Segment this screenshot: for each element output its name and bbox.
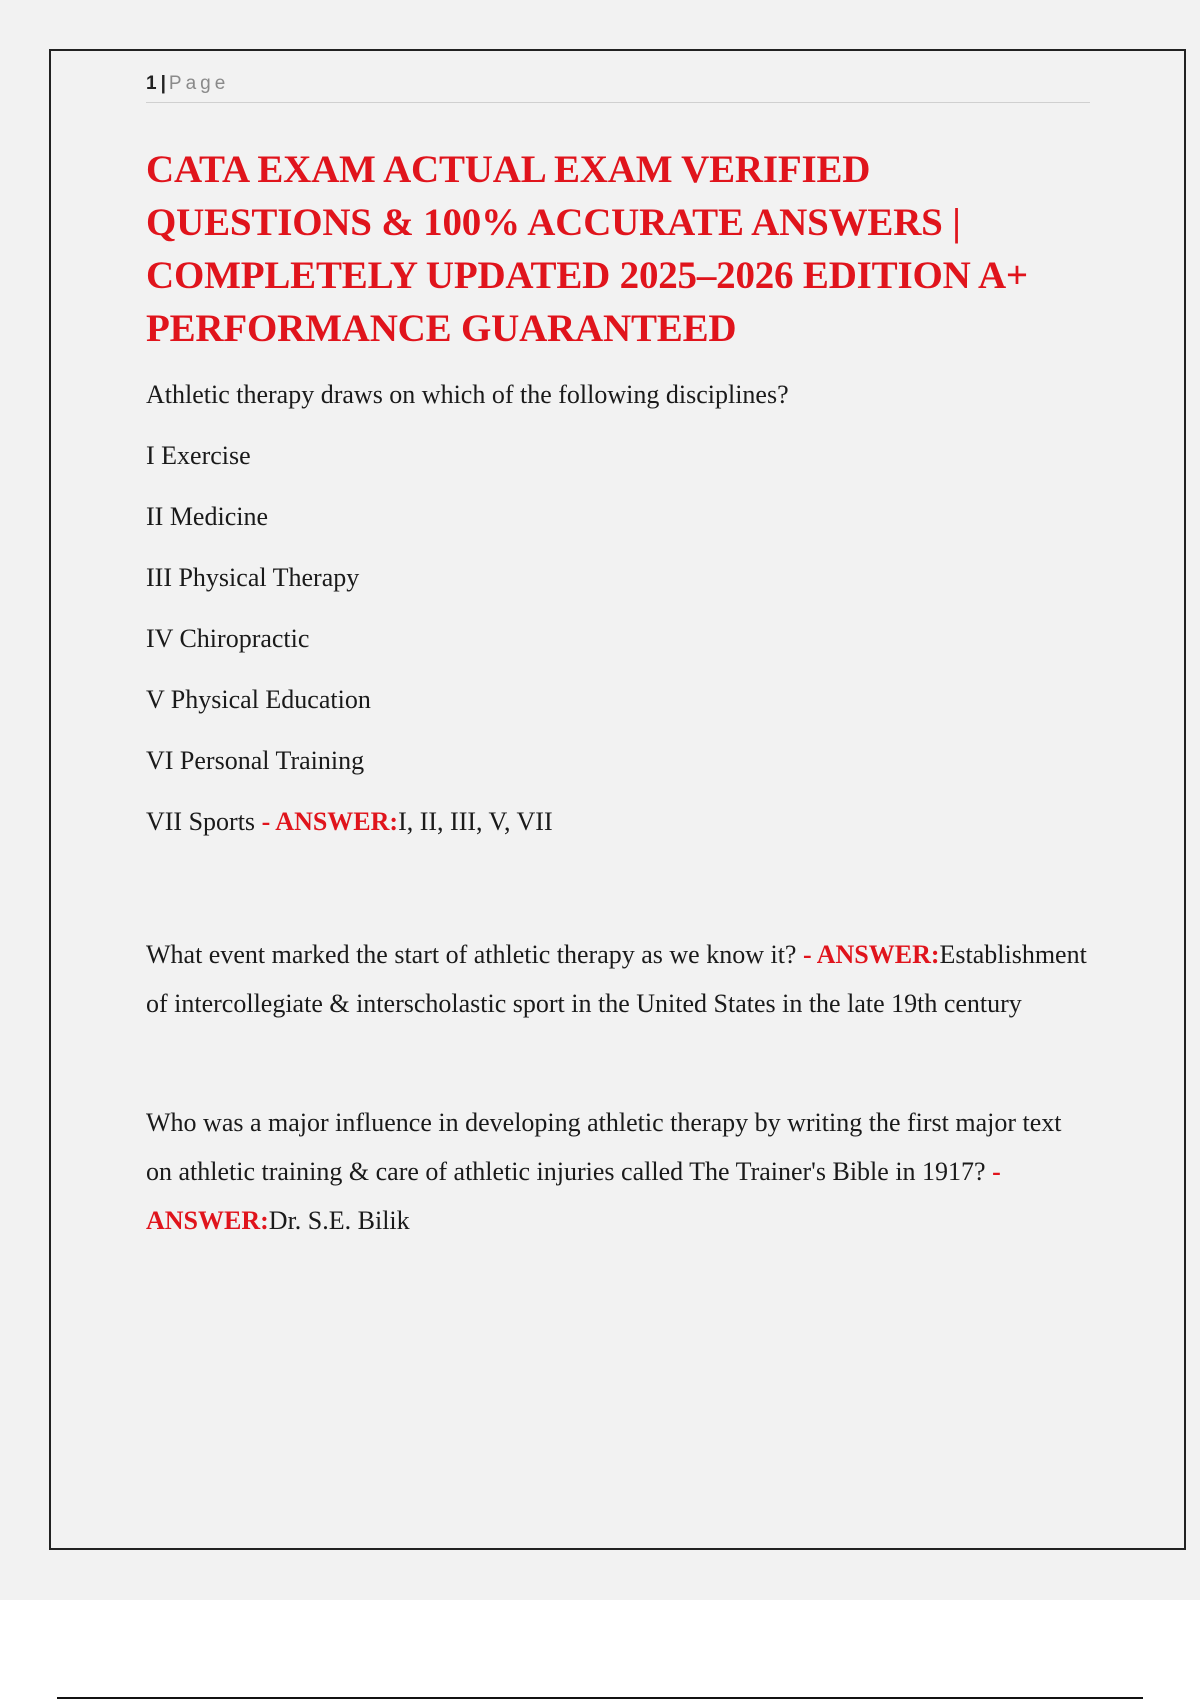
question-stem: Who was a major influence in developing athletic therapy by writing the first major text on athletic training & care of athletic injuries called The Trainer's Bible in 1917? <box>146 1108 1062 1186</box>
page-number: 1 <box>146 73 157 94</box>
option-item: VII Sports <box>146 807 256 836</box>
answer-text: I, II, III, V, VII <box>398 807 553 836</box>
answer-text: Dr. S.E. Bilik <box>268 1206 410 1235</box>
question-2 <box>146 930 1090 1028</box>
document-title: CATA EXAM ACTUAL EXAM VERIFIED QUESTIONS & 100% ACCURATE ANSWERS | COMPLETELY UPDATED 2025–2026 EDITION A+ PERFORMANCE GUARANTEED <box>146 148 1028 350</box>
answer-text: Establishment of intercollegiate & interscholastic sport in the United States in the late 19th century <box>146 940 1087 1018</box>
next-page-border <box>57 1697 1143 1699</box>
question-stem: What event marked the start of athletic therapy as we know it? <box>146 940 797 969</box>
question-paragraph <box>146 930 1090 1028</box>
document-body <box>146 143 1090 1245</box>
page-separator: | <box>160 73 166 94</box>
page-header <box>146 72 1090 103</box>
option-item: I Exercise <box>146 441 251 470</box>
answer-label: - ANSWER: <box>261 807 399 836</box>
option-item: VI Personal Training <box>146 746 365 775</box>
option-item: IV Chiropractic <box>146 624 310 653</box>
answer-label: - ANSWER: <box>802 940 940 969</box>
question-stem: Athletic therapy draws on which of the following disciplines? <box>146 380 789 409</box>
question-3 <box>146 1098 1090 1245</box>
question-paragraph <box>146 1098 1090 1245</box>
option-item: II Medicine <box>146 502 269 531</box>
option-with-answer <box>146 791 1090 852</box>
question-1 <box>146 375 1090 852</box>
page-label: Page <box>168 73 230 94</box>
option-item: V Physical Education <box>146 685 371 714</box>
answer-label: - ANSWER: <box>146 1157 1001 1235</box>
option-item: III Physical Therapy <box>146 563 360 592</box>
